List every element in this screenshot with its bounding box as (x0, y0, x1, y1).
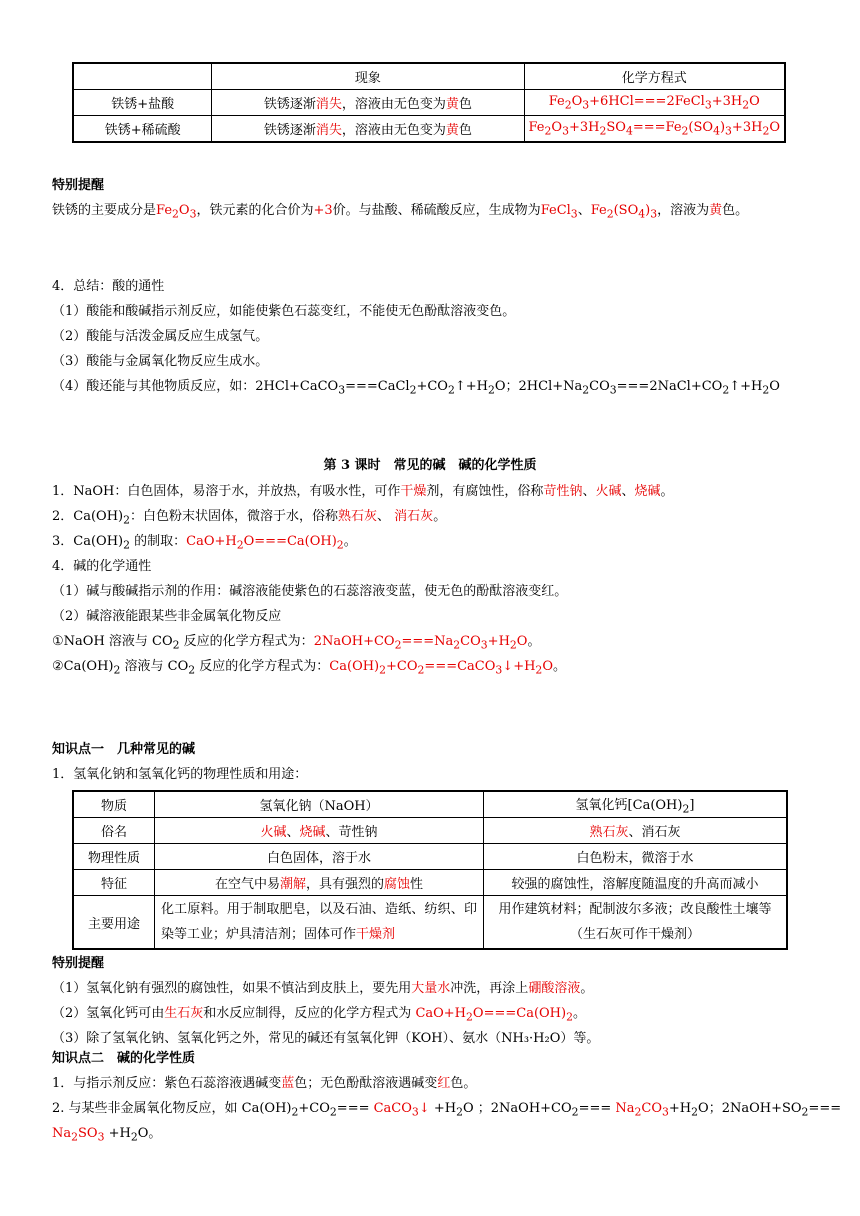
kp-subtitle: 1．氢氧化钠和氢氧化钙的物理性质和用途： (52, 767, 308, 782)
kp-item: 1．与指示剂反应：紫色石蕊溶液遇碱变蓝色；无色酚酞溶液遇碱变红色。 (52, 1076, 477, 1091)
table-row (73, 870, 787, 896)
kp-title: 知识点一 几种常见的碱 (52, 742, 196, 757)
reaction-line: ①NaOH 溶液与 $CO_2$ 反应的化学方程式为：$2NaOH+CO_2===Na_2CO_3+H_2O$。 (52, 634, 541, 652)
table-row (73, 844, 787, 870)
general-item: （1）碱与酸碱指示剂的作用：碱溶液能使紫色的石蕊溶液变蓝，使无色的酚酞溶液变红。 (52, 584, 568, 599)
tip-section-rust (52, 173, 812, 227)
summary-item: （3）酸能与金属氧化物反应生成水。 (52, 354, 269, 369)
kp-item: 2. 与某些非金属氧化物反应，如 $Ca(OH)_2+CO_2===$ CaCO$_3$↓ $+H_2O$ ；$2NaOH+CO_2=== Na_2CO_3+H_2O$；$2NaOH+SO_2===$ (52, 1101, 842, 1119)
table-row (73, 896, 787, 950)
tip-title: 特别提醒 (52, 178, 105, 193)
row-label: 特征 (73, 870, 155, 896)
caoh-cell: 白色粉末，微溶于水 (484, 844, 788, 870)
table-header-row (73, 791, 787, 818)
equation: $Fe_2O_3+6HCl===2FeCl_3+3H_2O$ (524, 90, 785, 116)
prep-line: 3．$Ca(OH)_2$ 的制取：$CaO+H_2O===Ca(OH)_2$。 (52, 534, 357, 552)
tip-item: （1）氢氧化钠有强烈的腐蚀性，如果不慎沾到皮肤上，要先用大量水冲洗，再涂上硼酸溶液。 (52, 981, 594, 996)
lesson-title: 第 3 课时 常见的碱 碱的化学性质 (323, 458, 537, 473)
tip-section-bases (52, 951, 822, 1051)
summary-item: （1）酸能和酸碱指示剂反应，如能使紫色石蕊变红，不能使无色酚酞溶液变色。 (52, 304, 516, 319)
caoh-cell: 较强的腐蚀性，溶解度随温度的升高而减小 (484, 870, 788, 896)
tip-text: 铁锈的主要成分是$Fe_2O_3$，铁元素的化合价为+3价。与盐酸、稀硫酸反应，生成物为FeCl$_3$、$Fe_2(SO_4)_3$，溶液为黄色。 (52, 203, 749, 221)
table-header-cell: 氢氧化钙$[Ca(OH)_2]$ (484, 791, 788, 818)
phenomenon: 铁锈逐渐消失，溶液由无色变为黄色 (212, 116, 524, 143)
caoh-cell: 用作建筑材料；配制波尔多液；改良酸性土壤等（生石灰可作干燥剂） (484, 896, 788, 950)
acid-summary (52, 274, 812, 399)
table-header-row (73, 63, 785, 90)
tip-item: （3）除了氢氧化钠、氢氧化钙之外，常见的碱还有氢氧化钾（KOH）、氨水（NH₃·H₂O）等。 (52, 1031, 600, 1046)
reaction-name: 铁锈+稀硫酸 (73, 116, 212, 143)
reaction-line: $②Ca(OH)_2$ 溶液与 $CO_2$ 反应的化学方程式为：$Ca(OH)_2+CO_2===CaCO_3↓+H_2O$。 (52, 659, 566, 677)
table-header-cell: 物质 (73, 791, 155, 818)
row-label: 俗名 (73, 818, 155, 844)
kp-item: $Na_2SO_3 +H_2O$。 (52, 1126, 162, 1144)
general-item: （2）碱溶液能跟某些非金属氧化物反应 (52, 609, 282, 624)
table-row (73, 90, 785, 116)
tip-item: （2）氢氧化钙可由生石灰和水反应制得，反应的化学方程式为 $CaO+H_2O===Ca(OH)_2$。 (52, 1006, 586, 1024)
table-header-cell (73, 63, 212, 90)
knowledge-point-1 (52, 737, 812, 787)
table-row (73, 818, 787, 844)
table-row (73, 116, 785, 143)
table-header-cell: 氢氧化钠（NaOH） (155, 791, 484, 818)
table-header-cell: 现象 (212, 63, 524, 90)
tip-title: 特别提醒 (52, 956, 105, 971)
summary-item: （2）酸能与活泼金属反应生成氢气。 (52, 329, 269, 344)
caoh-line: 2．$Ca(OH)_2$：白色粉末状固体，微溶于水，俗称熟石灰、 消石灰。 (52, 509, 447, 527)
general-title: 4．碱的化学通性 (52, 559, 152, 574)
kp-title: 知识点二 碱的化学性质 (52, 1051, 196, 1066)
naoh-cell: 火碱、烧碱、苛性钠 (155, 818, 484, 844)
acid-rust-table (72, 62, 786, 143)
naoh-cell: 白色固体，溶于水 (155, 844, 484, 870)
naoh-cell: 在空气中易潮解，具有强烈的腐蚀性 (155, 870, 484, 896)
table-header-cell: 化学方程式 (524, 63, 785, 90)
summary-item: （4）酸还能与其他物质反应，如：$2HCl+CaCO_3===CaCl_2+CO_2↑+H_2O$；$2HCl+Na_2CO_3===2NaCl+CO_2↑+H_2O$ (52, 379, 780, 397)
summary-title: 4．总结：酸的通性 (52, 279, 165, 294)
phenomenon: 铁锈逐渐消失，溶液由无色变为黄色 (212, 90, 524, 116)
lesson-content (52, 479, 812, 679)
knowledge-point-2 (52, 1046, 842, 1146)
reaction-name: 铁锈+盐酸 (73, 90, 212, 116)
caoh-cell: 熟石灰、消石灰 (484, 818, 788, 844)
equation: $Fe_2O_3+3H_2SO_4===Fe_2(SO_4)_3+3H_2O$ (524, 116, 785, 143)
row-label: 物理性质 (73, 844, 155, 870)
naoh-cell: 化工原料。用于制取肥皂，以及石油、造纸、纺织、印染等工业；炉具清洁剂；固体可作干燥剂 (155, 896, 484, 950)
bases-table (72, 790, 788, 950)
naoh-line: 1．NaOH：白色固体，易溶于水，并放热，有吸水性，可作干燥剂，有腐蚀性，俗称苛性钠、火碱、烧碱。 (52, 484, 674, 499)
row-label: 主要用途 (73, 896, 155, 950)
